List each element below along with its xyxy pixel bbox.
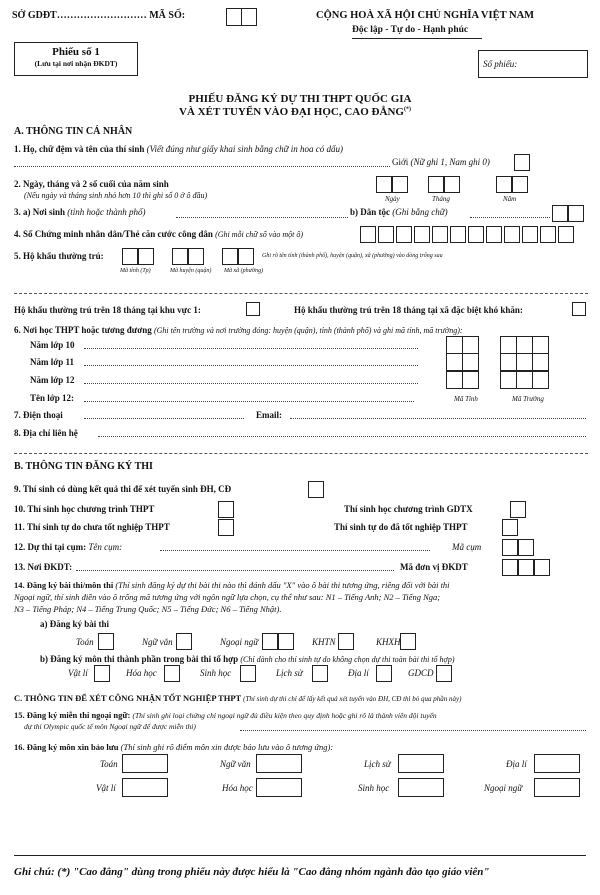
cmnd-digit-box[interactable] <box>378 226 394 243</box>
ho-khau-huyen-box-1[interactable] <box>172 248 188 265</box>
q14b-label: b) Đăng ký môn thi thành phần trong bài thi tổ hợp (Chỉ dành cho thí sinh tự do không chọn dự thi toàn bài thi tổ hợp) <box>40 654 455 664</box>
bl-sinh-hoc-box[interactable] <box>398 778 444 797</box>
dan-toc-box-1[interactable] <box>552 205 568 222</box>
toan-box[interactable] <box>98 633 114 650</box>
q14a-label: a) Đăng ký bài thi <box>40 619 110 629</box>
ngu-van-label: Ngữ văn <box>142 637 173 647</box>
q15-note-2: dự thi Olympic quốc tế môn Ngoại ngữ để được miễn thi) <box>24 722 196 731</box>
q14-label: 14. Đăng ký bài thi/môn thi (Thí sinh đăng ký dự thi bài thi nào thì đánh dấu "X" vào ô bài thi tương ứng, riêng đối với bài thi <box>14 580 450 590</box>
ten-cum-line[interactable] <box>160 550 430 551</box>
nation-name: CỘNG HOÀ XÃ HỘI CHỦ NGHĨA VIỆT NAM <box>316 10 535 21</box>
lop10-line[interactable] <box>84 348 418 349</box>
gioi-box[interactable] <box>514 154 530 171</box>
tot-nghiep-label: Thí sinh tự do đã tốt nghiệp THPT <box>334 522 468 532</box>
cmnd-digit-box[interactable] <box>450 226 466 243</box>
vat-li-box[interactable] <box>94 665 110 682</box>
noi-dkdt-line[interactable] <box>76 570 394 571</box>
school-ma-truong-box[interactable] <box>500 371 517 389</box>
ngay-caption: Ngày <box>385 195 400 203</box>
ten-lop12-label: Tên lớp 12: <box>30 393 74 403</box>
section-b-heading: B. THÔNG TIN ĐĂNG KÝ THI <box>14 461 153 472</box>
q7-label: 7. Điện thoại <box>14 410 63 420</box>
sinh-hoc-box[interactable] <box>240 665 256 682</box>
footer-divider <box>14 855 586 856</box>
lop11-label: Năm lớp 11 <box>30 357 74 367</box>
ten-lop12-line[interactable] <box>84 401 414 402</box>
bl-hoa-hoc-box[interactable] <box>256 778 302 797</box>
school-ma-tinh-box[interactable] <box>446 353 463 371</box>
motto-underline <box>352 38 482 39</box>
q9-box[interactable] <box>308 481 324 498</box>
bl-lich-su-label: Lịch sử <box>364 759 391 769</box>
school-ma-tinh-box[interactable] <box>462 353 479 371</box>
ma-cum-label: Mã cụm <box>452 542 482 552</box>
bl-ngu-van-label: Ngữ văn <box>220 759 251 769</box>
q4-label: 4. Số Chứng minh nhân dân/Thẻ căn cước công dân (Ghi mỗi chữ số vào một ô) <box>14 229 303 239</box>
ngay-box-1[interactable] <box>376 176 392 193</box>
so-phieu-box[interactable] <box>478 50 588 78</box>
q2-label: 2. Ngày, tháng và 2 số cuối của năm sinh <box>14 179 169 189</box>
kv1-box[interactable] <box>246 302 260 316</box>
school-ma-tinh-box[interactable] <box>462 336 479 354</box>
lop10-label: Năm lớp 10 <box>30 340 75 350</box>
cmnd-digit-box[interactable] <box>468 226 484 243</box>
section-a-heading: A. THÔNG TIN CÁ NHÂN <box>14 126 133 137</box>
xa-dbkk-label: Hộ khẩu thường trú trên 18 tháng tại xã đặc biệt khó khăn: <box>294 305 523 315</box>
school-ma-truong-box[interactable] <box>532 336 549 354</box>
kv1-label: Hộ khẩu thường trú trên 18 tháng tại khu vực 1: <box>14 305 201 315</box>
ma-cum-box-1[interactable] <box>502 539 518 556</box>
dan-toc-line[interactable] <box>470 217 550 218</box>
q2-note: (Nếu ngày và tháng sinh nhỏ hơn 10 thì ghi số 0 ở ô đầu) <box>24 191 208 200</box>
school-ma-truong-box[interactable] <box>516 371 533 389</box>
xa-dbkk-box[interactable] <box>572 302 586 316</box>
bl-ngu-van-box[interactable] <box>256 754 302 773</box>
nam-box-1[interactable] <box>496 176 512 193</box>
dia-li-label: Địa lí <box>348 668 369 678</box>
q14-note-3: N3 – Tiếng Pháp; N4 – Tiếng Trung Quốc; N5 – Tiếng Đức; N6 – Tiếng Nhật). <box>14 604 282 614</box>
cmnd-digit-box[interactable] <box>522 226 538 243</box>
q3b-label: b) Dân tộc (Ghi bằng chữ) <box>350 207 448 217</box>
bl-dia-li-label: Địa lí <box>506 759 527 769</box>
hoa-hoc-box[interactable] <box>164 665 180 682</box>
sinh-hoc-label: Sinh học <box>200 668 232 678</box>
ma-don-vi-label: Mã đơn vị ĐKDT <box>400 562 468 572</box>
ho-khau-xa-box-1[interactable] <box>222 248 238 265</box>
so-gddt-label: SỞ GDĐT……………………… MÃ SỐ: <box>12 10 186 21</box>
mien-thi-line[interactable] <box>240 730 586 731</box>
q5-note: Ghi rõ tên tỉnh (thành phố), huyện (quận), xã (phường) vào dòng trống sau <box>262 253 443 259</box>
q16-label: 16. Đăng ký môn xin bảo lưu (Thí sinh ghi rõ điểm môn xin được bảo lưu vào ô tương ứng): <box>14 742 334 752</box>
q15-label: 15. Đăng ký miễn thi ngoại ngữ: (Thí sinh ghi loại chứng chỉ ngoại ngữ đủ điều kiện theo quy định hoặc ghi rõ là thành viên đội tuyển <box>14 710 437 720</box>
cmnd-digit-box[interactable] <box>360 226 376 243</box>
q12-label: 12. Dự thi tại cụm: Tên cụm: <box>14 542 123 552</box>
school-ma-tinh-box[interactable] <box>446 336 463 354</box>
lich-su-box[interactable] <box>312 665 328 682</box>
lop11-line[interactable] <box>84 365 418 366</box>
ho-khau-tinh-box-1[interactable] <box>122 248 138 265</box>
gdtx-label: Thí sinh học chương trình GDTX <box>344 504 473 514</box>
ma-so-box-1[interactable] <box>226 8 242 26</box>
lich-su-label: Lịch sử <box>276 668 303 678</box>
ngay-box-2[interactable] <box>392 176 408 193</box>
ho-khau-xa-box-2[interactable] <box>238 248 254 265</box>
q11-label: 11. Thí sinh tự do chưa tốt nghiệp THPT <box>14 522 170 532</box>
khtn-box[interactable] <box>338 633 354 650</box>
bl-toan-label: Toán <box>100 759 118 769</box>
dia-chi-line-2[interactable] <box>14 453 588 454</box>
dia-chi-line-1[interactable] <box>98 436 586 437</box>
q1-label: 1. Họ, chữ đệm và tên của thí sinh (Viết đúng như giấy khai sinh bằng chữ in hoa có dấu) <box>14 144 344 154</box>
phieu-so-title: Phiếu số 1 <box>52 46 100 58</box>
hoa-hoc-label: Hóa học <box>126 668 157 678</box>
dia-li-box[interactable] <box>376 665 392 682</box>
q5-label: 5. Hộ khẩu thường trú: <box>14 251 104 261</box>
thang-box-1[interactable] <box>428 176 444 193</box>
bl-ngoai-ngu-box[interactable] <box>534 778 580 797</box>
ho-khau-address-line[interactable] <box>14 293 588 294</box>
ngoai-ngu-label: Ngoại ngữ <box>220 637 259 647</box>
cmnd-digit-box[interactable] <box>540 226 556 243</box>
dan-toc-box-2[interactable] <box>568 205 584 222</box>
ma-truong-caption: Mã Trường <box>512 395 544 403</box>
q11-box[interactable] <box>218 519 234 536</box>
ma-xa-caption: Mã xã (phường) <box>224 268 264 274</box>
gdcd-box[interactable] <box>436 665 452 682</box>
so-phieu-label: Số phiếu: <box>483 59 518 69</box>
section-c-heading: C. THÔNG TIN ĐỂ XÉT CÔNG NHẬN TỐT NGHIỆP THPT (Thí sinh dự thi chỉ để lấy kết quả xét tuyển vào ĐH, CĐ thì bỏ qua phần này) <box>14 693 462 703</box>
q1-name-line[interactable] <box>14 166 390 167</box>
khtn-label: KHTN <box>312 637 336 647</box>
toan-label: Toán <box>76 637 94 647</box>
ma-don-vi-box-1[interactable] <box>502 559 518 576</box>
vat-li-label: Vật lí <box>68 668 88 678</box>
thang-box-2[interactable] <box>444 176 460 193</box>
bl-hoa-hoc-label: Hóa học <box>222 783 253 793</box>
ho-khau-huyen-box-2[interactable] <box>188 248 204 265</box>
khxh-box[interactable] <box>400 633 416 650</box>
ngoai-ngu-box-2[interactable] <box>278 633 294 650</box>
email-label: Email: <box>256 410 282 420</box>
footer-note: Ghi chú: (*) "Cao đẳng" dùng trong phiếu này được hiểu là "Cao đẳng nhóm ngành đào tạo giáo viên" <box>14 866 490 878</box>
q6-label: 6. Nơi học THPT hoặc tương đương (Ghi tên trường và nơi trường đóng: huyện (quận), tỉnh (thành phố) và ghi mã tỉnh, mã trường): <box>14 325 463 335</box>
q14-note-2: Ngoại ngữ, thí sinh điền vào ô trống mã tương ứng với ngôn ngữ lựa chọn, cụ thể như sau: N1 – Tiếng Anh; N2 – Tiếng Nga; <box>14 592 441 602</box>
cmnd-digit-box[interactable] <box>432 226 448 243</box>
school-ma-truong-box[interactable] <box>500 336 517 354</box>
ma-tinh-caption: Mã Tỉnh <box>454 395 478 403</box>
bl-lich-su-box[interactable] <box>398 754 444 773</box>
school-ma-tinh-box[interactable] <box>462 371 479 389</box>
lop12-line[interactable] <box>84 383 418 384</box>
thang-caption: Tháng <box>432 195 450 203</box>
q9-label: 9. Thí sinh có dùng kết quả thi để xét tuyển sinh ĐH, CĐ <box>14 484 232 494</box>
nam-caption: Năm <box>503 195 517 203</box>
gdcd-label: GDCD <box>408 668 434 678</box>
ma-tinh-tp-caption: Mã tỉnh (Tp) <box>120 268 151 274</box>
q13-label: 13. Nơi ĐKDT: <box>14 562 73 572</box>
khxh-label: KHXH <box>376 637 401 647</box>
ma-huyen-caption: Mã huyện (quận) <box>170 268 212 274</box>
phieu-so-note: (Lưu tại nơi nhận ĐKDT) <box>34 59 118 68</box>
form-title-line2: VÀ XÉT TUYỂN VÀO ĐẠI HỌC, CAO ĐẲNG(*) <box>179 106 411 118</box>
q10-box[interactable] <box>218 501 234 518</box>
gioi-label: Giới (Nữ ghi 1, Nam ghi 0) <box>392 157 490 167</box>
ma-so-box-2[interactable] <box>241 8 257 26</box>
school-ma-truong-box[interactable] <box>532 371 549 389</box>
noi-sinh-line[interactable] <box>176 217 348 218</box>
q8-label: 8. Địa chỉ liên hệ <box>14 428 78 438</box>
gdtx-box[interactable] <box>510 501 526 518</box>
bl-sinh-hoc-label: Sinh học <box>358 783 390 793</box>
cmnd-digit-box[interactable] <box>396 226 412 243</box>
cmnd-digit-box[interactable] <box>558 226 574 243</box>
ma-cum-box-2[interactable] <box>518 539 534 556</box>
cmnd-digit-box[interactable] <box>414 226 430 243</box>
ma-don-vi-box-3[interactable] <box>534 559 550 576</box>
ngoai-ngu-box-1[interactable] <box>262 633 278 650</box>
ho-khau-tinh-box-2[interactable] <box>138 248 154 265</box>
lop12-label: Năm lớp 12 <box>30 375 75 385</box>
school-ma-truong-box[interactable] <box>516 336 533 354</box>
bl-dia-li-box[interactable] <box>534 754 580 773</box>
tot-nghiep-box[interactable] <box>502 519 518 536</box>
nam-box-2[interactable] <box>512 176 528 193</box>
cmnd-digit-box[interactable] <box>486 226 502 243</box>
bl-vat-li-label: Vật lí <box>96 783 116 793</box>
form-title-line1: PHIẾU ĐĂNG KÝ DỰ THI THPT QUỐC GIA <box>188 93 412 105</box>
bl-vat-li-box[interactable] <box>122 778 168 797</box>
ma-don-vi-box-2[interactable] <box>518 559 534 576</box>
phieu-so-box <box>14 42 138 76</box>
school-ma-tinh-box[interactable] <box>446 371 463 389</box>
school-ma-truong-box[interactable] <box>500 353 517 371</box>
motto: Độc lập - Tự do - Hạnh phúc <box>352 25 469 35</box>
q3a-label: 3. a) Nơi sinh (tỉnh hoặc thành phố) <box>14 207 146 217</box>
email-line[interactable] <box>290 418 586 419</box>
cmnd-digit-box[interactable] <box>504 226 520 243</box>
dien-thoai-line[interactable] <box>84 418 244 419</box>
bl-toan-box[interactable] <box>122 754 168 773</box>
ngu-van-box[interactable] <box>176 633 192 650</box>
school-ma-truong-box[interactable] <box>516 353 533 371</box>
bl-ngoai-ngu-label: Ngoại ngữ <box>484 783 523 793</box>
q10-label: 10. Thí sinh học chương trình THPT <box>14 504 155 514</box>
school-ma-truong-box[interactable] <box>532 353 549 371</box>
